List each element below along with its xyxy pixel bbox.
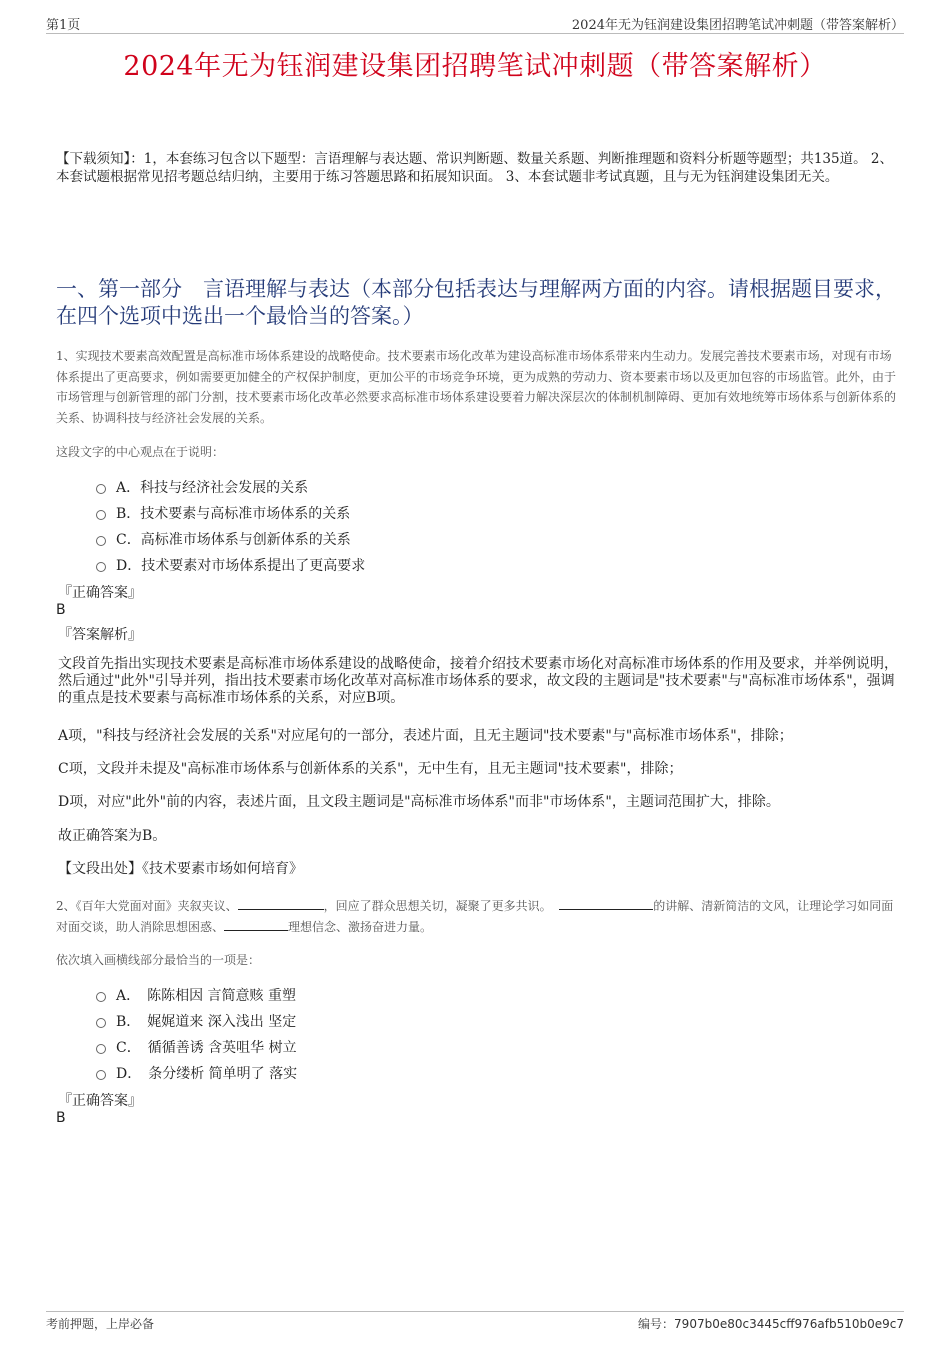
question-1-prompt: 这段文字的中心观点在于说明：	[56, 445, 225, 459]
q1-option-a-label: A．科技与经济社会发展的关系	[116, 480, 309, 496]
q2-blank-1	[238, 897, 324, 910]
q2-option-d-label: D． 条分缕析 简单明了 落实	[116, 1066, 298, 1082]
radio-icon[interactable]	[96, 536, 106, 546]
header-title: 2024年无为钰润建设集团招聘笔试冲刺题（带答案解析）	[571, 18, 904, 33]
q2-answer-label: 『正确答案』	[58, 1093, 142, 1109]
q1-analysis-main: 文段首先指出实现技术要素是高标准市场体系建设的战略使命，接着介绍技术要素市场化对高标准市场体系的作用及要求，并举例说明，然后通过"此外"引导并列，指出技术要素市场化改革对高标准市场体系的要求，故文段的主题词是"技术要素"与"高标准市场体系"，强调的重点是技术要素与高标准市场体系的关系，对应B项。	[58, 656, 898, 706]
q2-option-c-label: C． 循循善诱 含英咀华 树立	[116, 1040, 297, 1056]
q1-source: 【文段出处】《技术要素市场如何培育》	[58, 861, 303, 877]
q2-stem-part-3: 的讲解、清新简洁的文风，让理论学习如同面对面交谈，助人消除思想困惑、	[56, 899, 894, 934]
q2-stem-part-2: ，回应了群众思想关切，凝聚了更多共识。	[323, 899, 552, 913]
footer-slogan: 考前押题，上岸必备	[46, 1317, 155, 1331]
radio-icon[interactable]	[96, 1018, 106, 1028]
q1-analysis-a: A项，"科技与经济社会发展的关系"对应尾句的一部分，表述片面，且无主题词"技术要素"与"高标准市场体系"，排除；	[58, 728, 793, 744]
q1-option-c-label: C．高标准市场体系与创新体系的关系	[116, 532, 351, 548]
q1-answer-label: 『正确答案』	[58, 585, 142, 601]
q1-option-b[interactable]	[96, 503, 350, 523]
q1-option-c[interactable]	[96, 529, 351, 549]
question-2-stem	[56, 896, 902, 937]
q1-option-d[interactable]	[96, 555, 365, 575]
q2-stem-part-4: 理想信念、激扬奋进力量。	[288, 919, 433, 934]
q2-option-b-label: B． 娓娓道来 深入浅出 坚定	[116, 1014, 297, 1030]
radio-icon[interactable]	[96, 510, 106, 520]
section-heading: 一、第一部分 言语理解与表达（本部分包括表达与理解两方面的内容。请根据题目要求，在四个选项中选出一个最恰当的答案。）	[56, 277, 896, 328]
radio-icon[interactable]	[96, 562, 106, 572]
q2-option-d[interactable]	[96, 1063, 297, 1083]
q2-answer: B	[56, 1110, 66, 1126]
download-notice: 【下载须知】：1，本套练习包含以下题型：言语理解与表达题、常识判断题、数量关系题、判断推理题和资料分析题等题型；共135道。 2、本套试题根据常见招考题总结归纳，主要用于练习答题思路和拓展知识面。 3、本套试题非考试真题，且与无为钰润建设集团无关。	[56, 151, 893, 185]
q1-conclusion: 故正确答案为B。	[58, 828, 167, 844]
q2-option-a[interactable]	[96, 985, 296, 1005]
q2-option-c[interactable]	[96, 1037, 297, 1057]
q1-analysis-d: D项，对应"此外"前的内容，表述片面，且文段主题词是"高标准市场体系"而非"市场体系"，主题词范围扩大，排除。	[58, 794, 780, 810]
q2-option-b[interactable]	[96, 1011, 296, 1031]
footer-rule	[46, 1311, 904, 1312]
q2-option-a-label: A． 陈陈相因 言简意赅 重塑	[116, 988, 297, 1004]
q1-option-a[interactable]	[96, 477, 308, 497]
header-rule	[46, 33, 904, 34]
footer-code	[638, 1315, 904, 1332]
footer-code-value: 7907b0e80c3445cff976afb510b0e9c7	[674, 1317, 904, 1331]
q1-answer: B	[56, 602, 66, 618]
q1-option-d-label: D．技术要素对市场体系提出了更高要求	[116, 558, 366, 574]
question-2-prompt: 依次填入画横线部分最恰当的一项是：	[56, 953, 261, 967]
footer-code-label: 编号：	[638, 1317, 675, 1331]
radio-icon[interactable]	[96, 1044, 106, 1054]
page-number: 第1页	[46, 18, 81, 33]
q2-blank-2	[559, 897, 653, 910]
q1-analysis-label: 『答案解析』	[58, 627, 142, 643]
q1-analysis-c: C项，文段并未提及"高标准市场体系与创新体系的关系"，无中生有，且无主题词"技术要素"，排除；	[58, 761, 683, 777]
radio-icon[interactable]	[96, 1070, 106, 1080]
q2-stem-part-1: 2、《百年大党面对面》夹叙夹议、	[56, 899, 238, 913]
question-1-stem: 1、实现技术要素高效配置是高标准市场体系建设的战略使命。技术要素市场化改革为建设高标准市场体系带来内生动力。发展完善技术要素市场，对现有市场体系提出了更高要求，例如需要更加健全的产权保护制度，更加公平的市场竞争环境，更为成熟的劳动力、资本要素市场以及更加包容的市场监管。此外，由于市场管理与创新管理的部门分割，技术要素市场化改革必然要求高标准市场体系建设要着力解决深层次的体制机制障碍、更加有效地统筹市场体系与创新体系的关系、协调科技与经济社会发展的关系。	[56, 349, 897, 425]
q2-blank-3	[224, 918, 288, 931]
radio-icon[interactable]	[96, 992, 106, 1002]
radio-icon[interactable]	[96, 484, 106, 494]
q1-option-b-label: B．技术要素与高标准市场体系的关系	[116, 506, 351, 522]
document-title: 2024年无为钰润建设集团招聘笔试冲刺题（带答案解析）	[123, 51, 827, 82]
